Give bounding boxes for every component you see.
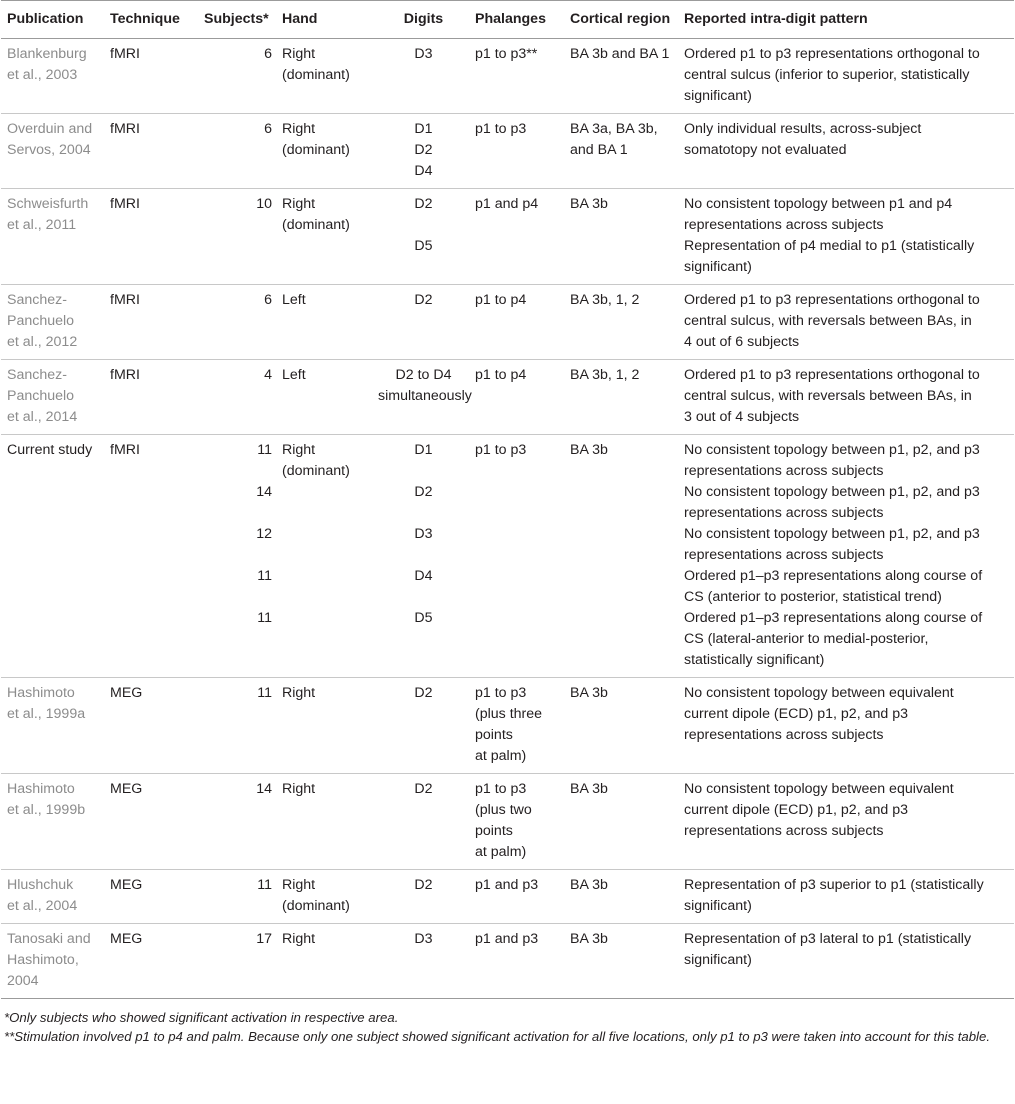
publication-cell bbox=[1, 870, 104, 924]
pattern-entry bbox=[684, 608, 1014, 671]
hand-line: (dominant) bbox=[282, 142, 350, 158]
subjects-line: 11 bbox=[257, 877, 272, 893]
digits-line bbox=[378, 587, 469, 608]
pattern-line: Ordered p1 to p3 representations orthogonal to bbox=[684, 292, 980, 308]
phalanges-line: p1 to p3 bbox=[475, 442, 527, 458]
subjects-line: 11 bbox=[257, 685, 272, 701]
hand-line: Right bbox=[282, 877, 316, 893]
phalanges-line: (plus three bbox=[475, 706, 543, 722]
publication-line: et al., 2012 bbox=[7, 334, 78, 350]
footnote-stimulation: **Stimulation involved p1 to p4 and palm. Because only one subject showed significant activation for all five locations, only p1 to p3 were taken into account for this table. bbox=[4, 1029, 990, 1044]
publication-line: Current study bbox=[7, 442, 93, 458]
phalanges-cell bbox=[469, 924, 564, 999]
phalanges-line: at palm) bbox=[475, 748, 527, 764]
pattern-line: Representation of p4 medial to p1 (statistically bbox=[684, 238, 975, 254]
publication-line: et al., 1999b bbox=[7, 802, 86, 818]
header-row bbox=[1, 1, 1014, 39]
hand-line: Right bbox=[282, 46, 316, 62]
pattern-line: Only individual results, across-subject bbox=[684, 121, 922, 137]
phalanges-line: points bbox=[475, 727, 513, 743]
phalanges-cell bbox=[469, 189, 564, 285]
digits-line: D2 bbox=[414, 877, 433, 893]
digits-cell bbox=[372, 39, 469, 114]
cortical-line: BA 3b, 1, 2 bbox=[570, 367, 640, 383]
phalanges-line: p1 and p4 bbox=[475, 196, 539, 212]
pattern-line: central sulcus, with reversals between BAs, in bbox=[684, 313, 972, 329]
phalanges-cell bbox=[469, 360, 564, 435]
digits-cell bbox=[372, 189, 469, 285]
hand-line: Left bbox=[282, 292, 306, 308]
pattern-line: 3 out of 4 subjects bbox=[684, 409, 800, 425]
digits-line bbox=[378, 545, 469, 566]
hand-line: Right bbox=[282, 931, 316, 947]
technique-cell: MEG bbox=[104, 678, 198, 774]
cortical-line: BA 3b and BA 1 bbox=[570, 46, 670, 62]
hand-cell bbox=[276, 189, 372, 285]
pattern-line: CS (anterior to posterior, statistical trend) bbox=[684, 589, 942, 605]
publication-line: et al., 2014 bbox=[7, 409, 78, 425]
cortical-region-cell bbox=[564, 924, 678, 999]
subjects-line: 14 bbox=[256, 484, 272, 500]
hand-cell bbox=[276, 435, 372, 678]
pattern-line: Ordered p1 to p3 representations orthogonal to bbox=[684, 367, 980, 383]
phalanges-line: p1 to p4 bbox=[475, 367, 527, 383]
pattern-line: representations across subjects bbox=[684, 547, 884, 563]
cortical-line: BA 3b bbox=[570, 877, 608, 893]
digits-cell bbox=[372, 285, 469, 360]
digits-line: D2 bbox=[414, 685, 433, 701]
pattern-entry bbox=[684, 119, 1014, 161]
header-technique: Technique bbox=[104, 1, 198, 39]
subjects-cell bbox=[198, 870, 276, 924]
phalanges-line: p1 to p3** bbox=[475, 46, 538, 62]
digits-cell bbox=[372, 924, 469, 999]
pattern-line: current dipole (ECD) p1, p2, and p3 bbox=[684, 802, 908, 818]
publication-cell bbox=[1, 189, 104, 285]
pattern-line: current dipole (ECD) p1, p2, and p3 bbox=[684, 706, 908, 722]
digits-cell bbox=[372, 114, 469, 189]
digits-line: D1 bbox=[414, 442, 433, 458]
pattern-line: No consistent topology between equivalent bbox=[684, 685, 954, 701]
phalanges-line: points bbox=[475, 823, 513, 839]
table-row bbox=[1, 39, 1014, 114]
publication-line: Schweisfurth bbox=[7, 196, 89, 212]
phalanges-cell bbox=[469, 39, 564, 114]
table-row bbox=[1, 774, 1014, 870]
hand-cell bbox=[276, 285, 372, 360]
publication-cell bbox=[1, 435, 104, 678]
header-hand: Hand bbox=[276, 1, 372, 39]
pattern-cell bbox=[678, 924, 1014, 999]
subjects-line: 11 bbox=[257, 568, 272, 584]
table-footnotes bbox=[4, 1008, 1012, 1046]
pattern-line: Ordered p1–p3 representations along course of bbox=[684, 568, 983, 584]
pattern-line: Representation of p3 lateral to p1 (statistically bbox=[684, 931, 972, 947]
pattern-line: Ordered p1 to p3 representations orthogonal to bbox=[684, 46, 980, 62]
cortical-region-cell bbox=[564, 774, 678, 870]
technique-cell: fMRI bbox=[104, 39, 198, 114]
pattern-line: No consistent topology between p1, p2, and p3 bbox=[684, 526, 980, 542]
header-phalanges: Phalanges bbox=[469, 1, 564, 39]
header-publication: Publication bbox=[1, 1, 104, 39]
table-row bbox=[1, 678, 1014, 774]
cortical-region-cell bbox=[564, 678, 678, 774]
cortical-line: BA 3a, BA 3b, bbox=[570, 121, 658, 137]
publication-cell bbox=[1, 924, 104, 999]
technique-cell: fMRI bbox=[104, 360, 198, 435]
digits-line bbox=[378, 503, 469, 524]
technique-cell: fMRI bbox=[104, 189, 198, 285]
cortical-line: and BA 1 bbox=[570, 142, 628, 158]
phalanges-line: p1 and p3 bbox=[475, 877, 539, 893]
publication-line: et al., 2003 bbox=[7, 67, 78, 83]
cortical-line: BA 3b bbox=[570, 442, 608, 458]
technique-cell: MEG bbox=[104, 924, 198, 999]
subjects-line: 11 bbox=[257, 442, 272, 458]
cortical-region-cell bbox=[564, 435, 678, 678]
subjects-cell bbox=[198, 678, 276, 774]
phalanges-line: p1 to p3 bbox=[475, 121, 527, 137]
subjects-cell bbox=[198, 189, 276, 285]
pattern-cell bbox=[678, 189, 1014, 285]
phalanges-line: at palm) bbox=[475, 844, 527, 860]
hand-line: Right bbox=[282, 442, 316, 458]
publication-line: 2004 bbox=[7, 973, 39, 989]
digits-cell bbox=[372, 435, 469, 678]
pattern-line: No consistent topology between p1, p2, and p3 bbox=[684, 484, 980, 500]
cortical-line: BA 3b bbox=[570, 931, 608, 947]
hand-cell bbox=[276, 774, 372, 870]
pattern-entry bbox=[684, 875, 1014, 917]
pattern-entry bbox=[684, 236, 1014, 278]
subjects-cell bbox=[198, 774, 276, 870]
publication-cell bbox=[1, 39, 104, 114]
hand-line: Right bbox=[282, 196, 316, 212]
technique-cell: fMRI bbox=[104, 285, 198, 360]
digits-line: D3 bbox=[414, 46, 433, 62]
phalanges-line: p1 to p3 bbox=[475, 781, 527, 797]
subjects-line: 17 bbox=[256, 931, 272, 947]
pattern-cell bbox=[678, 39, 1014, 114]
header-cortical-region: Cortical region bbox=[564, 1, 678, 39]
pattern-line: representations across subjects bbox=[684, 217, 884, 233]
pattern-cell bbox=[678, 678, 1014, 774]
table-row bbox=[1, 189, 1014, 285]
table-row bbox=[1, 360, 1014, 435]
pattern-cell bbox=[678, 114, 1014, 189]
header-pattern: Reported intra-digit pattern bbox=[678, 1, 1014, 39]
phalanges-cell bbox=[469, 285, 564, 360]
digits-line: D5 bbox=[414, 238, 433, 254]
pattern-line: significant) bbox=[684, 898, 752, 914]
digits-line: D4 bbox=[414, 163, 433, 179]
publication-line: Servos, 2004 bbox=[7, 142, 91, 158]
pattern-line: No consistent topology between p1 and p4 bbox=[684, 196, 953, 212]
publication-line: Sanchez- bbox=[7, 292, 67, 308]
pattern-cell bbox=[678, 360, 1014, 435]
subjects-line: 6 bbox=[264, 121, 272, 137]
pattern-entry bbox=[684, 929, 1014, 971]
cortical-region-cell bbox=[564, 285, 678, 360]
cortical-line: BA 3b bbox=[570, 781, 608, 797]
digits-line: D5 bbox=[414, 610, 433, 626]
pattern-entry bbox=[684, 290, 1014, 353]
phalanges-cell bbox=[469, 678, 564, 774]
subjects-cell bbox=[198, 924, 276, 999]
header-digits: Digits bbox=[372, 1, 469, 39]
subjects-cell bbox=[198, 285, 276, 360]
subjects-cell bbox=[198, 114, 276, 189]
digits-cell bbox=[372, 870, 469, 924]
pattern-line: 4 out of 6 subjects bbox=[684, 334, 800, 350]
pattern-entry bbox=[684, 779, 1014, 842]
subjects-line: 4 bbox=[264, 367, 272, 383]
pattern-entry bbox=[684, 566, 1014, 608]
hand-cell bbox=[276, 114, 372, 189]
pattern-line: central sulcus (inferior to superior, statistically bbox=[684, 67, 970, 83]
pattern-cell bbox=[678, 435, 1014, 678]
pattern-line: No consistent topology between equivalent bbox=[684, 781, 954, 797]
cortical-line: BA 3b bbox=[570, 196, 608, 212]
hand-line: Right bbox=[282, 121, 316, 137]
subjects-cell bbox=[198, 435, 276, 678]
subjects-line: 12 bbox=[256, 526, 272, 542]
phalanges-line: p1 to p3 bbox=[475, 685, 527, 701]
technique-cell: MEG bbox=[104, 870, 198, 924]
cortical-region-cell bbox=[564, 360, 678, 435]
cortical-region-cell bbox=[564, 39, 678, 114]
pattern-line: representations across subjects bbox=[684, 823, 884, 839]
phalanges-line: p1 and p3 bbox=[475, 931, 539, 947]
hand-line: (dominant) bbox=[282, 217, 350, 233]
publication-line: Overduin and bbox=[7, 121, 93, 137]
pattern-line: significant) bbox=[684, 259, 752, 275]
digits-line: D2 bbox=[414, 292, 433, 308]
publication-line: Blankenburg bbox=[7, 46, 87, 62]
digits-line: D2 bbox=[414, 781, 433, 797]
phalanges-cell bbox=[469, 870, 564, 924]
publication-line: et al., 2004 bbox=[7, 898, 78, 914]
hand-cell bbox=[276, 678, 372, 774]
pattern-line: representations across subjects bbox=[684, 505, 884, 521]
publication-line: Hashimoto bbox=[7, 685, 75, 701]
hand-line: Left bbox=[282, 367, 306, 383]
cortical-line: BA 3b bbox=[570, 685, 608, 701]
subjects-line: 10 bbox=[256, 196, 272, 212]
digits-line bbox=[378, 461, 469, 482]
publication-cell bbox=[1, 114, 104, 189]
publication-line: Hashimoto bbox=[7, 781, 75, 797]
subjects-line bbox=[204, 461, 272, 482]
pattern-entry bbox=[684, 524, 1014, 566]
hand-line: (dominant) bbox=[282, 898, 350, 914]
subjects-line bbox=[204, 503, 272, 524]
footnote-subjects: *Only subjects who showed significant activation in respective area. bbox=[4, 1010, 399, 1025]
phalanges-cell bbox=[469, 774, 564, 870]
table-row bbox=[1, 114, 1014, 189]
digits-line: D3 bbox=[414, 931, 433, 947]
publication-cell bbox=[1, 285, 104, 360]
hand-line: Right bbox=[282, 685, 316, 701]
pattern-entry bbox=[684, 365, 1014, 428]
publication-line: et al., 2011 bbox=[7, 217, 77, 233]
subjects-line: 11 bbox=[257, 610, 272, 626]
pattern-line: central sulcus, with reversals between BAs, in bbox=[684, 388, 972, 404]
pattern-line: somatotopy not evaluated bbox=[684, 142, 847, 158]
publication-line: et al., 1999a bbox=[7, 706, 86, 722]
technique-cell: fMRI bbox=[104, 435, 198, 678]
digits-line: D2 bbox=[414, 196, 433, 212]
pattern-line: representations across subjects bbox=[684, 463, 884, 479]
hand-cell bbox=[276, 924, 372, 999]
publication-cell bbox=[1, 774, 104, 870]
table-row bbox=[1, 870, 1014, 924]
table-row bbox=[1, 435, 1014, 678]
pattern-entry bbox=[684, 440, 1014, 482]
pattern-line: CS (lateral-anterior to medial-posterior, bbox=[684, 631, 929, 647]
hand-cell bbox=[276, 870, 372, 924]
digits-line: D2 to D4 bbox=[395, 367, 452, 383]
results-table bbox=[1, 0, 1014, 999]
phalanges-line: p1 to p4 bbox=[475, 292, 527, 308]
pattern-line: representations across subjects bbox=[684, 727, 884, 743]
technique-cell: fMRI bbox=[104, 114, 198, 189]
cortical-region-cell bbox=[564, 870, 678, 924]
table-row bbox=[1, 924, 1014, 999]
table-row bbox=[1, 285, 1014, 360]
pattern-line: Ordered p1–p3 representations along course of bbox=[684, 610, 983, 626]
pattern-entry bbox=[684, 194, 1014, 236]
publication-line: Hashimoto, bbox=[7, 952, 79, 968]
pattern-cell bbox=[678, 774, 1014, 870]
pattern-entry bbox=[684, 482, 1014, 524]
digits-line: simultaneously bbox=[378, 388, 472, 404]
pattern-line: significant) bbox=[684, 88, 752, 104]
technique-cell: MEG bbox=[104, 774, 198, 870]
publication-cell bbox=[1, 678, 104, 774]
subjects-cell bbox=[198, 39, 276, 114]
digits-line: D2 bbox=[414, 484, 433, 500]
phalanges-cell bbox=[469, 114, 564, 189]
pattern-entry bbox=[684, 683, 1014, 746]
cortical-region-cell bbox=[564, 114, 678, 189]
subjects-line: 6 bbox=[264, 292, 272, 308]
digits-line bbox=[378, 215, 469, 236]
hand-line: Right bbox=[282, 781, 316, 797]
subjects-line: 6 bbox=[264, 46, 272, 62]
publication-cell bbox=[1, 360, 104, 435]
pattern-line: Representation of p3 superior to p1 (statistically bbox=[684, 877, 984, 893]
hand-cell bbox=[276, 360, 372, 435]
hand-line: (dominant) bbox=[282, 67, 350, 83]
pattern-cell bbox=[678, 870, 1014, 924]
digits-line: D2 bbox=[414, 142, 433, 158]
subjects-line bbox=[204, 545, 272, 566]
publication-line: Panchuelo bbox=[7, 388, 75, 404]
subjects-line: 14 bbox=[256, 781, 272, 797]
header-subjects: Subjects* bbox=[198, 1, 276, 39]
digits-cell bbox=[372, 774, 469, 870]
pattern-cell bbox=[678, 285, 1014, 360]
phalanges-line: (plus two bbox=[475, 802, 532, 818]
hand-cell bbox=[276, 39, 372, 114]
subjects-cell bbox=[198, 360, 276, 435]
publication-line: Panchuelo bbox=[7, 313, 75, 329]
digits-line: D3 bbox=[414, 526, 433, 542]
publication-line: Hlushchuk bbox=[7, 877, 74, 893]
phalanges-cell bbox=[469, 435, 564, 678]
digits-line: D4 bbox=[414, 568, 433, 584]
digits-line: D1 bbox=[414, 121, 433, 137]
subjects-line bbox=[204, 587, 272, 608]
pattern-entry bbox=[684, 44, 1014, 107]
digits-cell bbox=[372, 360, 472, 435]
hand-line: (dominant) bbox=[282, 463, 350, 479]
pattern-line: statistically significant) bbox=[684, 652, 825, 668]
publication-line: Sanchez- bbox=[7, 367, 67, 383]
table-body bbox=[1, 39, 1014, 999]
pattern-line: significant) bbox=[684, 952, 752, 968]
digits-cell bbox=[372, 678, 469, 774]
pattern-line: No consistent topology between p1, p2, and p3 bbox=[684, 442, 980, 458]
cortical-line: BA 3b, 1, 2 bbox=[570, 292, 640, 308]
publication-line: Tanosaki and bbox=[7, 931, 91, 947]
cortical-region-cell bbox=[564, 189, 678, 285]
